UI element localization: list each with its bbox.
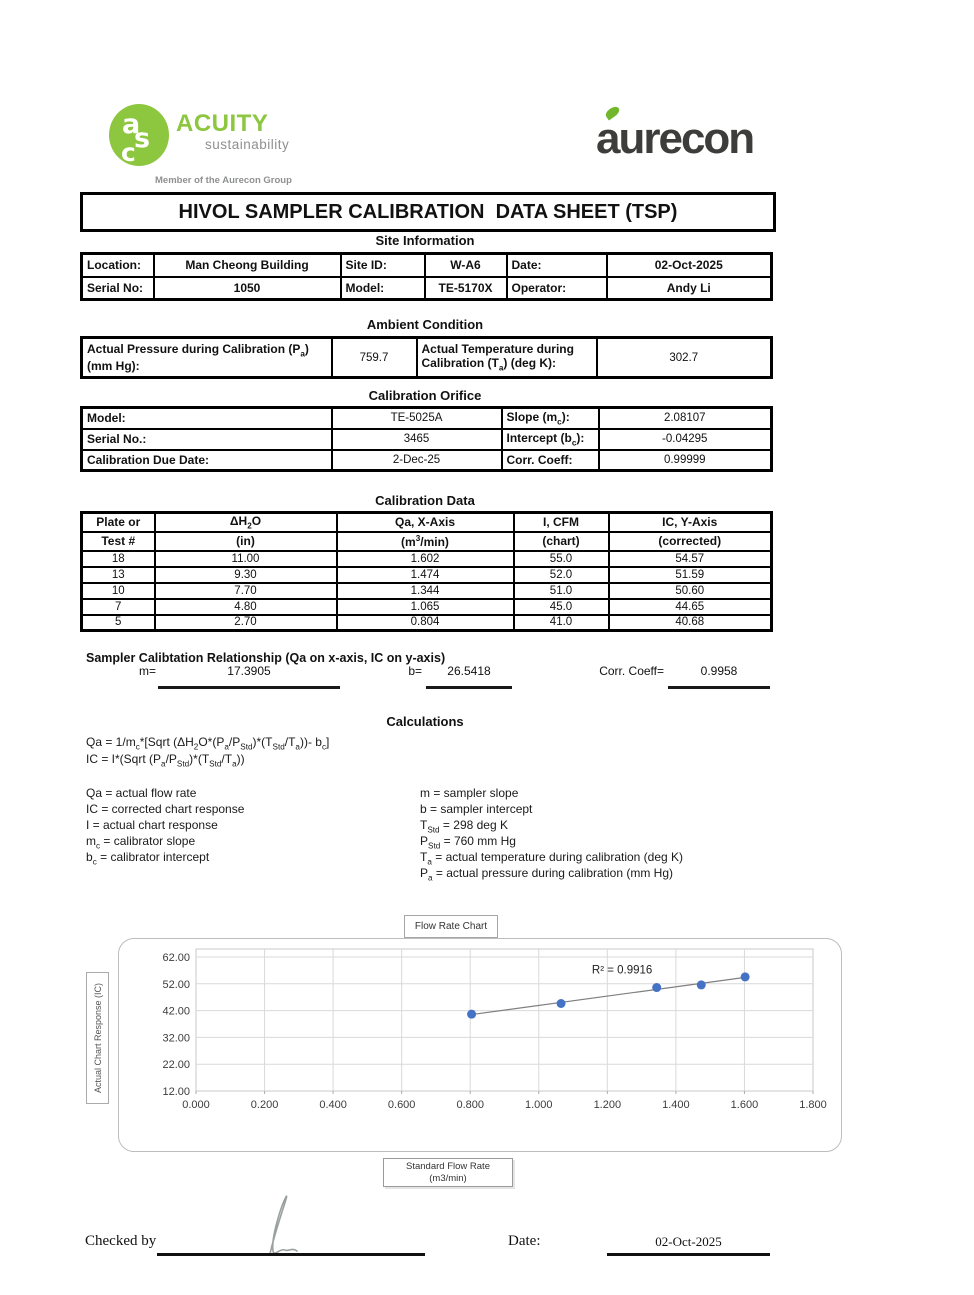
- acuity-monogram-icon: [108, 103, 170, 167]
- corr-coeff-label: Corr. Coeff=: [599, 664, 664, 678]
- svg-text:0.000: 0.000: [182, 1099, 210, 1111]
- site-value: 02-Oct-2025: [607, 254, 772, 277]
- svg-text:0.200: 0.200: [250, 1099, 279, 1111]
- orifice-value: TE-5025A: [332, 408, 502, 429]
- table-row: [82, 277, 772, 300]
- svg-text:1.800: 1.800: [799, 1099, 827, 1111]
- data-cell: 1.602: [337, 551, 514, 567]
- svg-text:1.000: 1.000: [525, 1099, 553, 1111]
- definition-item: $b_c$ = calibrator intercept: [86, 850, 210, 867]
- col-header: IC, Y-Axis: [609, 513, 772, 532]
- site-value: TE-5170X: [425, 277, 507, 300]
- site-label: Serial No:: [82, 277, 154, 300]
- date-label: Date:: [508, 1233, 541, 1249]
- x-axis-label-box: [383, 1158, 513, 1187]
- table-row: [82, 615, 772, 631]
- pressure-value: 759.7: [332, 338, 417, 378]
- data-cell: 2.70: [155, 615, 337, 631]
- site-value: 1050: [154, 277, 341, 300]
- orifice-value: 2.08107: [599, 408, 772, 429]
- site-label: Site ID:: [341, 254, 425, 277]
- ambient-condition-heading: Ambient Condition: [366, 317, 484, 332]
- col-header: (in): [155, 532, 337, 551]
- y-axis-label: Actual Chart Response (IC): [92, 982, 103, 1094]
- acuity-subtitle: sustainability: [205, 137, 290, 152]
- aurecon-wordmark: aurecon: [596, 114, 754, 163]
- svg-text:s: s: [134, 123, 151, 154]
- checked-by-line: [157, 1233, 425, 1256]
- table-row: [82, 408, 772, 429]
- svg-text:32.00: 32.00: [162, 1032, 190, 1045]
- data-cell: 18: [82, 551, 155, 567]
- temperature-label: Actual Temperature during Calibration $(T_a)$ (deg K):: [417, 338, 597, 378]
- table-row: [82, 254, 772, 277]
- definition-item: b = sampler intercept: [420, 802, 533, 816]
- site-value: W-A6: [425, 254, 507, 277]
- orifice-label: Model:: [82, 408, 332, 429]
- table-row: [82, 599, 772, 615]
- checked-by-label: Checked by: [85, 1233, 157, 1249]
- orifice-label: Serial No.:: [82, 429, 332, 450]
- b-label: b=: [408, 664, 422, 678]
- data-cell: 41.0: [514, 615, 609, 631]
- orifice-value: 2-Dec-25: [332, 450, 502, 471]
- col-header: (corrected): [609, 532, 772, 551]
- calibration-data-table: [80, 511, 773, 632]
- data-cell: 54.57: [609, 551, 772, 567]
- pressure-label: Actual Pressure during Calibration $(P_a)$ (mm Hg):: [82, 338, 332, 378]
- svg-text:1.400: 1.400: [662, 1099, 690, 1111]
- formula-qa: $Qa = 1/m_c*[Sqrt$ $(\Delta H_2O*(P_a/P_{Std})*(T_{Std}/T_a))-$ $b_c$]: [86, 735, 330, 752]
- svg-text:52.00: 52.00: [162, 978, 190, 991]
- svg-text:0.400: 0.400: [319, 1099, 347, 1111]
- data-cell: 40.68: [609, 615, 772, 631]
- corr-coeff-value: 0.9958: [668, 658, 770, 689]
- acuity-logo: [108, 103, 308, 198]
- table-header-row: [82, 513, 772, 532]
- definition-item: Qa = actual flow rate: [86, 786, 197, 800]
- svg-text:62.00: 62.00: [162, 952, 190, 964]
- m-label: m=: [138, 664, 156, 678]
- definition-item: m = sampler slope: [420, 786, 519, 800]
- site-value: Man Cheong Building: [154, 254, 341, 277]
- col-header: Plate or: [82, 513, 155, 532]
- definition-item: $T_{Std} = 298$ deg K: [420, 818, 508, 835]
- data-cell: 1.065: [337, 599, 514, 615]
- col-header: (chart): [514, 532, 609, 551]
- svg-text:R² = 0.9916: R² = 0.9916: [591, 964, 653, 977]
- table-row: [82, 583, 772, 599]
- title-box: [80, 192, 776, 232]
- calibration-orifice-heading: Calibration Orifice: [368, 388, 482, 403]
- chart-title-box: [404, 915, 498, 938]
- data-cell: 55.0: [514, 551, 609, 567]
- orifice-label: Slope $(m_c)$:: [502, 408, 599, 429]
- temperature-value: 302.7: [597, 338, 772, 378]
- flow-rate-chart: [118, 938, 842, 1152]
- data-cell: 52.0: [514, 567, 609, 583]
- orifice-label: Corr. Coeff:: [502, 450, 599, 471]
- data-cell: 5: [82, 615, 155, 631]
- acuity-tagline: Member of the Aurecon Group: [155, 175, 292, 186]
- svg-text:0.800: 0.800: [456, 1099, 484, 1111]
- x-axis-label-line2: (m3/min): [429, 1172, 467, 1184]
- svg-text:22.00: 22.00: [162, 1059, 190, 1072]
- b-value: 26.5418: [426, 658, 512, 689]
- data-cell: 51.0: [514, 583, 609, 599]
- definition-item: $m_c$ = calibrator slope: [86, 834, 196, 851]
- data-cell: 1.344: [337, 583, 514, 599]
- table-row: [82, 450, 772, 471]
- m-value: 17.3905: [158, 658, 340, 689]
- col-header: $\Delta H_2O$: [155, 513, 337, 532]
- table-header-row: [82, 532, 772, 551]
- site-label: Location:: [82, 254, 154, 277]
- definition-item: $P_a$ = actual pressure during calibration (mm Hg): [420, 866, 673, 883]
- date-value: 02-Oct-2025: [607, 1233, 770, 1256]
- site-information-heading: Site Information: [375, 233, 475, 248]
- definitions-left: [86, 786, 244, 866]
- page-title: HIVOL SAMPLER CALIBRATION DATA SHEET (TSP): [178, 200, 678, 223]
- relationship-heading: Sampler Calibtation Relationship (Qa on x-axis, IC on y-axis): [86, 651, 446, 665]
- y-axis-label-box: [86, 972, 109, 1104]
- col-header: I, CFM: [514, 513, 609, 532]
- data-cell: 51.59: [609, 567, 772, 583]
- orifice-value: 0.99999: [599, 450, 772, 471]
- svg-text:12.00: 12.00: [162, 1086, 190, 1098]
- data-cell: 44.65: [609, 599, 772, 615]
- svg-text:c: c: [121, 138, 136, 167]
- col-header: Qa, X-Axis: [337, 513, 514, 532]
- svg-text:42.00: 42.00: [162, 1005, 190, 1018]
- definition-item: IC = corrected chart response: [86, 802, 245, 816]
- chart-title: Flow Rate Chart: [414, 921, 488, 932]
- definition-item: I = actual chart response: [86, 818, 218, 832]
- table-row: [82, 567, 772, 583]
- data-cell: 13: [82, 567, 155, 583]
- orifice-label: Calibration Due Date:: [82, 450, 332, 471]
- data-cell: 4.80: [155, 599, 337, 615]
- data-cell: 9.30: [155, 567, 337, 583]
- chart-plot-area: [119, 939, 841, 1151]
- acuity-name: ACUITY: [176, 110, 269, 137]
- definition-item: $T_a$ = actual temperature during calibration (deg K): [420, 850, 684, 867]
- formula-ic: IC = I*(Sqrt $(P_a/P_{Std})*(T_{Std}/T_a)$): [86, 752, 245, 769]
- calculations-heading: Calculations: [386, 714, 464, 729]
- col-header: $(m^3/\min)$: [337, 532, 514, 551]
- data-cell: 11.00: [155, 551, 337, 567]
- definitions-right: [420, 786, 683, 882]
- site-information-table: [80, 252, 773, 301]
- svg-text:a: a: [122, 109, 141, 140]
- data-cell: 0.804: [337, 615, 514, 631]
- definition-item: $P_{Std} = 760$ mm Hg: [420, 834, 516, 851]
- table-row: [82, 551, 772, 567]
- svg-text:1.200: 1.200: [593, 1099, 622, 1111]
- data-cell: 1.474: [337, 567, 514, 583]
- data-cell: 50.60: [609, 583, 772, 599]
- ambient-condition-table: [80, 336, 773, 379]
- data-cell: 7.70: [155, 583, 337, 599]
- svg-text:1.600: 1.600: [730, 1099, 759, 1111]
- x-axis-label-line1: Standard Flow Rate: [406, 1160, 490, 1172]
- col-header: Test #: [82, 532, 155, 551]
- calibration-orifice-table: [80, 406, 773, 472]
- orifice-label: Intercept $(b_c)$:: [502, 429, 599, 450]
- site-label: Date:: [507, 254, 607, 277]
- table-row: [82, 429, 772, 450]
- site-label: Model:: [341, 277, 425, 300]
- orifice-value: -0.04295: [599, 429, 772, 450]
- svg-text:0.600: 0.600: [387, 1099, 416, 1111]
- calibration-data-heading: Calibration Data: [375, 493, 475, 508]
- data-cell: 45.0: [514, 599, 609, 615]
- site-label: Operator:: [507, 277, 607, 300]
- orifice-value: 3465: [332, 429, 502, 450]
- data-cell: 10: [82, 583, 155, 599]
- aurecon-logo: [596, 104, 776, 164]
- data-cell: 7: [82, 599, 155, 615]
- site-value: Andy Li: [607, 277, 772, 300]
- table-row: [82, 338, 772, 378]
